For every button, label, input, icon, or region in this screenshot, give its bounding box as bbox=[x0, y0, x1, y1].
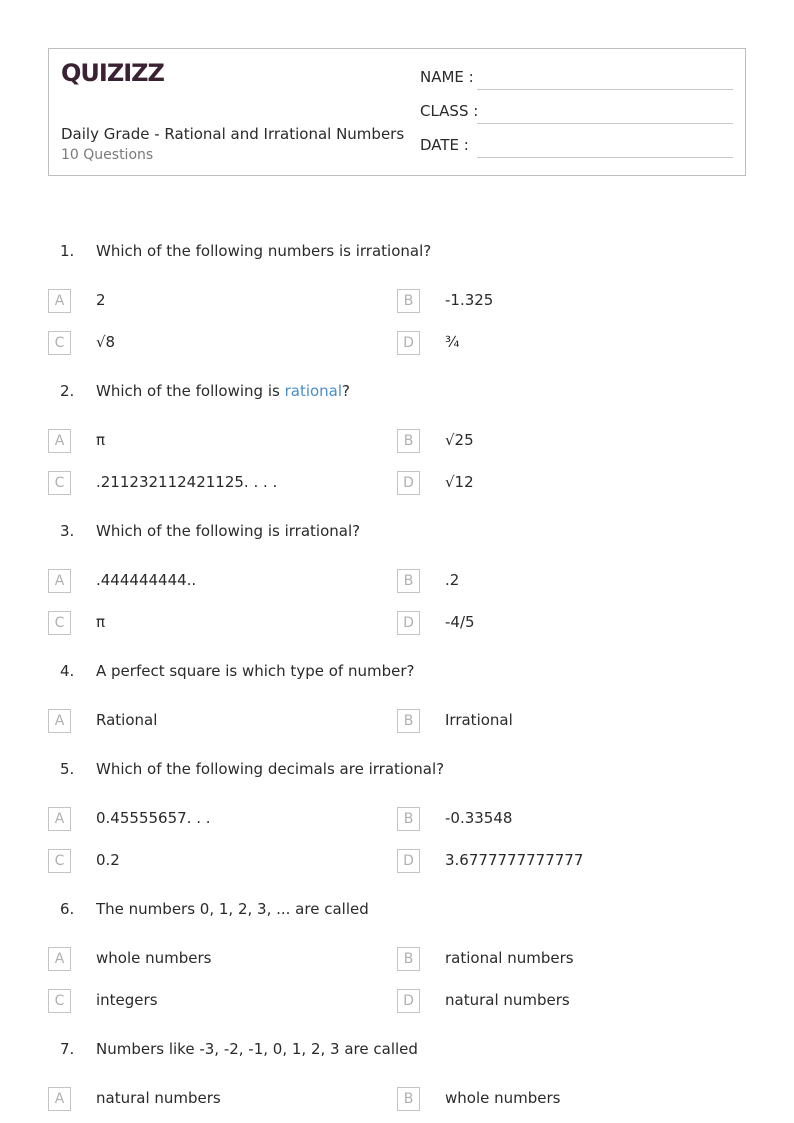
question-number: 7. bbox=[60, 1040, 75, 1058]
question-text: The numbers 0, 1, 2, 3, ... are called bbox=[96, 900, 369, 918]
question-number: 4. bbox=[60, 662, 75, 680]
question-number: 6. bbox=[60, 900, 75, 918]
option-text: rational numbers bbox=[445, 949, 574, 967]
date-label: DATE : bbox=[420, 136, 469, 154]
option-letter: A bbox=[48, 429, 71, 453]
option-text: Irrational bbox=[445, 711, 513, 729]
option-letter: D bbox=[397, 849, 420, 873]
option-letter: B bbox=[397, 1087, 420, 1111]
option-letter: C bbox=[48, 989, 71, 1013]
date-line[interactable] bbox=[477, 157, 733, 158]
option-letter: A bbox=[48, 709, 71, 733]
option-letter: B bbox=[397, 569, 420, 593]
question-number: 3. bbox=[60, 522, 75, 540]
worksheet-title: Daily Grade - Rational and Irrational Numbers bbox=[61, 125, 405, 143]
question-count: 10 Questions bbox=[61, 147, 154, 163]
option-text: π bbox=[96, 613, 106, 631]
option-text: Rational bbox=[96, 711, 158, 729]
option-text: natural numbers bbox=[445, 991, 570, 1009]
question-text-after: ? bbox=[342, 382, 351, 400]
option-text: -4/5 bbox=[445, 613, 475, 631]
option-letter: B bbox=[397, 947, 420, 971]
option-letter: B bbox=[397, 709, 420, 733]
option-text: 2 bbox=[96, 291, 106, 309]
option-text: .2 bbox=[445, 571, 460, 589]
option-text: 0.45555657. . . bbox=[96, 809, 211, 827]
option-text: 3.6777777777777 bbox=[445, 851, 584, 869]
question-text: Numbers like -3, -2, -1, 0, 1, 2, 3 are called bbox=[96, 1040, 418, 1058]
class-line[interactable] bbox=[477, 123, 733, 124]
question-number: 5. bbox=[60, 760, 75, 778]
option-letter: A bbox=[48, 569, 71, 593]
option-text: -1.325 bbox=[445, 291, 494, 309]
option-text: whole numbers bbox=[96, 949, 212, 967]
option-text: √8 bbox=[96, 333, 116, 351]
option-letter: D bbox=[397, 989, 420, 1013]
option-text: π bbox=[96, 431, 106, 449]
option-letter: B bbox=[397, 429, 420, 453]
option-letter: D bbox=[397, 611, 420, 635]
option-text: whole numbers bbox=[445, 1089, 561, 1107]
option-letter: A bbox=[48, 947, 71, 971]
question-text: Which of the following decimals are irrational? bbox=[96, 760, 445, 778]
option-text: √25 bbox=[445, 431, 474, 449]
question-number: 1. bbox=[60, 242, 75, 260]
option-letter: C bbox=[48, 471, 71, 495]
option-text: √12 bbox=[445, 473, 474, 491]
question-text: Which of the following is irrational? bbox=[96, 522, 361, 540]
option-text: ¾ bbox=[445, 333, 460, 351]
option-letter: A bbox=[48, 289, 71, 313]
option-letter: D bbox=[397, 471, 420, 495]
question-text bbox=[96, 382, 350, 400]
question-text: Which of the following numbers is irrational? bbox=[96, 242, 432, 260]
question-text-before: Which of the following is bbox=[96, 382, 285, 400]
option-text: natural numbers bbox=[96, 1089, 221, 1107]
option-text: integers bbox=[96, 991, 158, 1009]
name-label: NAME : bbox=[420, 68, 474, 86]
logo-text: QUIZIZZ bbox=[61, 59, 164, 87]
option-text: .211232112421125. . . . bbox=[96, 473, 278, 491]
name-line[interactable] bbox=[477, 89, 733, 90]
option-letter: D bbox=[397, 331, 420, 355]
option-letter: C bbox=[48, 331, 71, 355]
option-letter: B bbox=[397, 807, 420, 831]
option-text: -0.33548 bbox=[445, 809, 513, 827]
option-letter: C bbox=[48, 611, 71, 635]
worksheet-header bbox=[48, 48, 746, 176]
option-text: 0.2 bbox=[96, 851, 120, 869]
class-label: CLASS : bbox=[420, 102, 479, 120]
rational-link[interactable]: rational bbox=[284, 382, 343, 400]
option-letter: B bbox=[397, 289, 420, 313]
option-letter: A bbox=[48, 807, 71, 831]
option-letter: A bbox=[48, 1087, 71, 1111]
option-letter: C bbox=[48, 849, 71, 873]
question-text: A perfect square is which type of number? bbox=[96, 662, 415, 680]
question-number: 2. bbox=[60, 382, 75, 400]
option-text: .444444444.. bbox=[96, 571, 197, 589]
quizizz-logo bbox=[61, 59, 164, 87]
